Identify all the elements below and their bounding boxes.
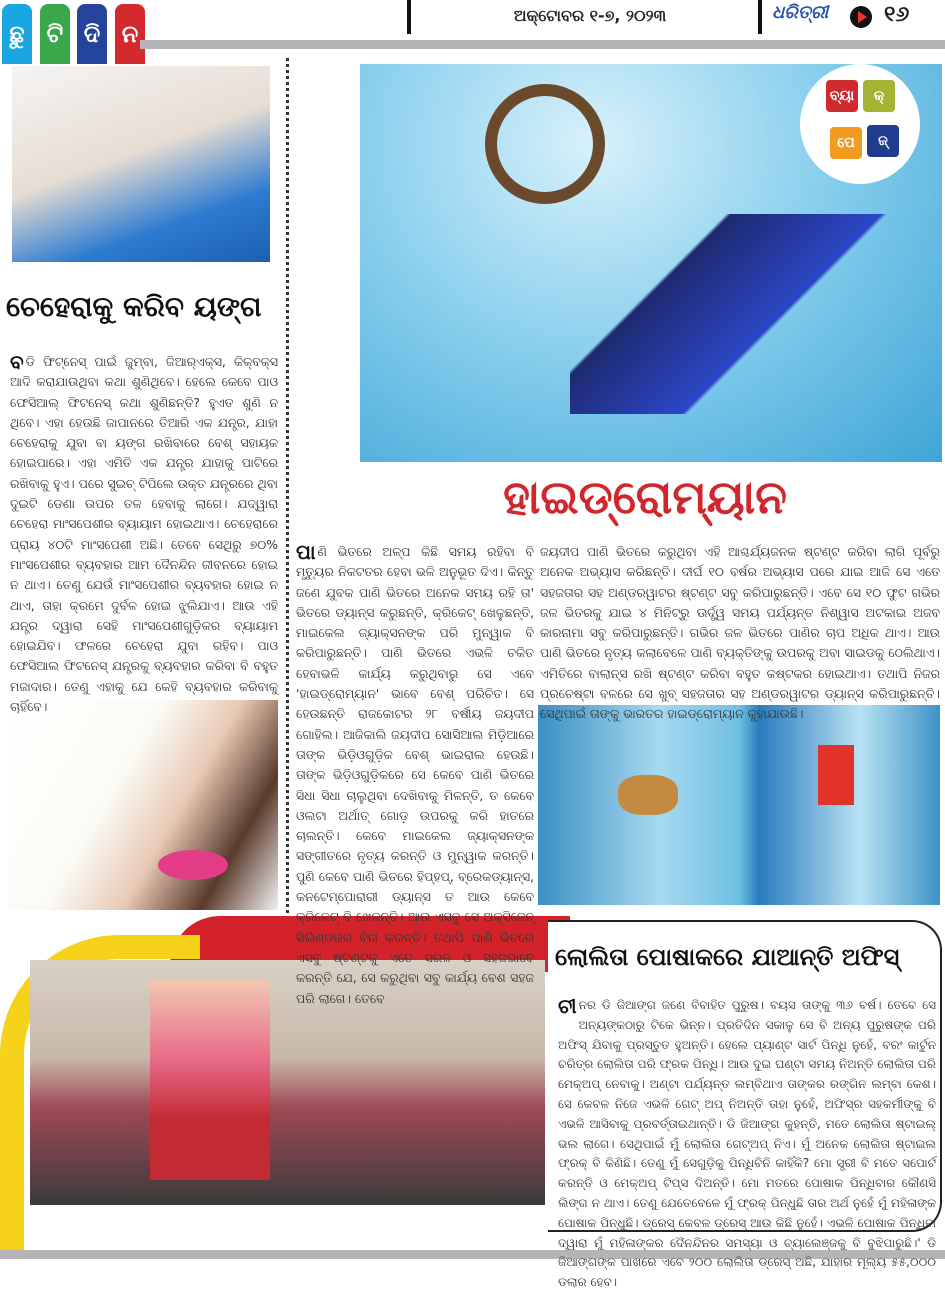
publication-logo: ଧରିତ୍ରୀ: [772, 2, 829, 23]
badge-tile-1: ବ୍ୟା: [826, 80, 858, 112]
badge-tile-2: କ୍: [863, 80, 895, 112]
lolita-article-body: ଚୀନର ଡି ଜିଆଙ୍ଗ ଜଣେ ବିବାହିତ ପୁରୁଷ। ବୟସ ତାଙ୍କୁ ୩୬ ବର୍ଷ। ତେବେ ସେ ଅନ୍ୟଙ୍କଠାରୁ ଟିକେ ଭିନ୍ନ। ପ୍ରତିଦିନ ସକାଳୁ ସେ ବି ଅନ୍ୟ ପୁରୁଷଙ୍କ ପରି ଅଫିସ୍ ଯିବାକୁ ପ୍ରସ୍ତୁତ ହୁଅନ୍ତି। ହେଲେ ପ୍ୟାଣ୍ଟ ସାର୍ଟ ପିନ୍ଧି ନୁହେଁ, ବରଂ କାର୍ଟୁନ ଚରିତ୍ର ଲୋଲିତା ପରି ଫ୍ରକ ପିନ୍ଧି। ଆଉ ଦୁଇ ଘଣ୍ଟା ସମୟ ନିଅନ୍ତି ଲୋଲିତା ପରି ମେକ୍‌ଅପ୍ ନେବାକୁ। ଅଣ୍ଟା ପର୍ଯ୍ୟନ୍ତ ଲମ୍ବିଥାଏ ତାଙ୍କର ରଙ୍ଗିନ ଲମ୍ବା କେଶ। ସେ କେବଳ ନିଜେ ଏଭଳି ଗେଟ୍ ଅପ୍ ନିଅନ୍ତି ତାହା ନୁହେଁ, ଅଫିସ୍‌ର ସହକର୍ମୀଙ୍କୁ ବି ଏଭଳି ଆସିବାକୁ ପ୍ରବର୍ତ୍ତାଇଥାନ୍ତି। ଡି ଜିଆଙ୍ଗ କୁହନ୍ତି, ମତେ ଲୋଲିତା ଷ୍ଟାଇଲ୍ ଭଲ ଲାଗେ। ସେଥିପାଇଁ ମୁଁ ଲୋଲିତା ଗେଟ୍‌ଅପ୍ ନିଏ। ମୁଁ ଅନେକ ଲୋଲିତା ଷ୍ଟାଇଲ ଫ୍ରକ୍ ବି କିଣିଛି। ତେଣୁ ମୁଁ ସେଗୁଡ଼ିକୁ ପିନ୍ଧିବିନି କାହିଁକି? ମୋ ସ୍ତ୍ରୀ ବି ମତେ ସପୋର୍ଟ କରନ୍ତି ଓ ମେକ୍‌ଅପ୍ ଟିପ୍ସ ଦିଅନ୍ତି। ମୋ ମତରେ ପୋଷାକ ପିନ୍ଧିବାର କୌଣସି ଲିଙ୍ଗ ନ ଥାଏ। ତେଣୁ ଯେତେବେଳେ ମୁଁ ଫ୍ରକ୍ ପିନ୍ଧୁଛି ତାର ଅର୍ଥ ନୁହେଁ ମୁଁ ମହିଳାଙ୍କ ପୋଷାକ ପିନ୍ଧୁଛି। ଡ୍ରେସ୍ କେବଳ ଡ୍ରେସ୍ ଆଉ କିଛି ନୁହେଁ। ଏଭଳି ପୋଷାକ ପିନ୍ଧିବା ଦ୍ୱାରା ମୁଁ ମହିଳାଙ୍କର ଦୈନନ୍ଦିନର ସମସ୍ୟା ଓ ଚ୍ୟାଲେଞ୍ଜକୁ ବି ବୁଝିପାରୁଛି।' ଡି ଜିଆଙ୍ଗଙ୍କ ପାଖରେ ଏବେ ୨୦୦ ଲୋଲିତା ଡ୍ରେସ୍ ଅଛି, ଯାହାର ମୂଲ୍ୟ ୫୫,୦୦୦ ଡଲାର ହେବ।: [558, 994, 936, 1290]
drop-cap: ବ: [10, 350, 24, 374]
masthead-tile-4: ନ: [115, 4, 145, 64]
play-arrow-icon: [850, 6, 872, 28]
hydroman-headline: ହାଇଡ୍ରୋମ୍ୟାନ: [503, 470, 787, 524]
face-fitness-photo-1: [12, 66, 270, 262]
badge-tile-3: ପେ: [830, 127, 862, 159]
masthead-tile-1: ଛୁ: [2, 4, 32, 64]
badge-circle: [800, 64, 920, 184]
hydroman-photo-2: [538, 705, 940, 905]
face-article-body: ବଡି ଫିଟ୍‌ନେସ୍ ପାଇଁ ଜୁମ୍ବା, ଜିଆର୍‌ଏକ୍ସ, କିକ୍‌ବକ୍ସ ଆଦି କରାଯାଉଥିବା କଥା ଶୁଣିଥିବେ। ହେଲେ କେବେ ପାଓ ଫେସିଆଲ୍ ଫିଟନେସ୍ କଥା ଶୁଣିଛନ୍ତି? ହୁଏତ ଶୁଣି ନ ଥିବେ। ଏହା ହେଉଛି ଜାପାନରେ ତିଆରି ଏକ ଯନ୍ତ୍ର, ଯାହା ଚେହେରାକୁ ଯୁବା ବା ୟଙ୍ଗ ରଖିବାରେ ବେଶ୍ ସହାୟକ ହୋଇପାରେ। ଏହା ଏମିତି ଏକ ଯନ୍ତ୍ର ଯାହାକୁ ପାଟିରେ ରଖିବାକୁ ହୁଏ। ପରେ ସୁଇଚ୍ ଟିପିଲେ ଉକ୍ତ ଯନ୍ତ୍ରରେ ଥିବା ଦୁଇଟି ଡେଣା ଉପର ତଳ ହେବାକୁ ଲାଗେ। ଯଦ୍ୱାରା ଚେହେରା ମାଂସପେଶୀର ବ୍ୟାୟାମ ହୋଇଥାଏ। ଚେହେରାରେ ପ୍ରାୟ ୪୦ଟି ମାଂସପେଶୀ ଅଛି। ତେବେ ସେଥିରୁ ୭୦% ମାଂସପେଶୀର ବ୍ୟବହାର ଆମ ଦୈନନ୍ଦିନ ଜୀବନରେ ହୋଇ ନ ଥାଏ। ତେଣୁ ଯେଉଁ ମାଂସପେଶୀର ବ୍ୟବହାର ହୋଇ ନ ଥାଏ, ତାହା କ୍ରମେ ଦୁର୍ବଳ ହୋଇ ଝୁଲିଯାଏ। ଆଉ ଏହି ଯନ୍ତ୍ର ଦ୍ୱାରା ସେହି ମାଂସପେଶୀଗୁଡ଼ିକର ବ୍ୟାୟାମ ହୋଇଯିବ। ଫଳରେ ଚେହେରା ଯୁବା ରହିବ। ପାଓ ଫେସିଆଲ ଫିଟନେସ୍ ଯନ୍ତ୍ରକୁ ବ୍ୟବହାର କରିବା ବି ବହୁତ ମଜାଦାର। ତେଣୁ ଏହାକୁ ଯେ କେହି ବ୍ୟବହାର କରିବାକୁ ଚାହିଁବେ।: [10, 350, 278, 715]
ship-wheel-image: [485, 84, 605, 204]
hydroman-main-photo: [360, 64, 942, 462]
masthead-tile-2: ଟି: [40, 4, 70, 64]
drop-cap: ପା: [296, 540, 316, 564]
header-divider: [407, 0, 411, 34]
badge-tile-4: ଜ୍: [867, 125, 899, 157]
hydroman-column-2: ଜୟଦୀପ ପାଣି ଭିତରେ କରୁଥିବା ଏହି ଆଶ୍ଚର୍ଯ୍ୟଜନକ ଷ୍ଟଣ୍ଟ କରିବା ଲାଗି ପୂର୍ବରୁ ଅନେକ ଅଭ୍ୟାସ କରିଛନ୍ତି। ଦୀର୍ଘ ୧୦ ବର୍ଷର ଅଭ୍ୟାସ ପରେ ଯାଇ ଆଜି ସେ ଏତେ ସହଜତାର ସହ ଅଣ୍ଡରୱାଟର ଷ୍ଟଣ୍ଟ ସବୁ କରିପାରୁଛନ୍ତି। ଏବେ ସେ ୧୦ ଫୁଟ ଗଭିର ଜଳ ଭିତରକୁ ଯାଇ ୪ ମିନିଟ୍‌ରୁ ଊର୍ଦ୍ଧ୍ୱ ସମୟ ପର୍ଯ୍ୟନ୍ତ ନିଶ୍ୱାସ ଅଟକାଇ ଅଜବ କାରନାମା ସବୁ କରିପାରୁଛନ୍ତି। ଗଭିର ଜଳ ଭିତରେ ପାଣିର ଚାପ ଅଧିକ ଥାଏ। ଆଉ ପାଣି ଭିତରେ ନୃତ୍ୟ କଲାବେଳେ ପାଣି ବ୍ୟକ୍ତିଙ୍କୁ ଉପରକୁ ଅବା ସାଇଡକୁ ଠେଲିଥାଏ। ଏମିତିରେ ବାଲାନ୍ସ ରଖି ଷ୍ଟଣ୍ଟ କରିବା ବହୁତ କଷ୍ଟକର ହୋଇଥାଏ। ତଥାପି ନିଜର ପ୍ରଚେଷ୍ଟା ବଳରେ ସେ ଖୁବ୍ ସହଜତାର ସହ ଅଣ୍ଡରୱାଟର ଡ୍ୟାନ୍ସ କରିପାରୁଛନ୍ତି। ସେଥିପାଇଁ ତାଙ୍କୁ ଭାରତର ହାଇଡ୍ରୋମ୍ୟାନ କୁହାଯାଉଛି।: [540, 544, 940, 722]
issue-date: ଅକ୍ଟୋବର ୧-୭, ୨୦୨୩: [513, 6, 667, 25]
page-number: ୧୬: [884, 2, 910, 27]
face-article-headline: ଚେହେରାକୁ କରିବ ୟଙ୍ଗ: [6, 290, 262, 323]
column-divider: [286, 58, 289, 913]
drop-cap: ଚୀ: [558, 994, 577, 1018]
hydroman-column-1: ପାଣି ଭିତରେ ଅଳ୍ପ କିଛି ସମୟ ରହିବା ବି ମୃତ୍ୟୁର ନିକଟତର ହେବା ଭଳି ଅନୁଭୂତ ଦିଏ। କିନ୍ତୁ ଜଣେ ଯୁବକ ପାଣି ଭିତରେ ଅନେକ ସମୟ ରହି ତା' ଭିତରେ ଡ୍ୟାନ୍ସ କରୁଛନ୍ତି, କ୍ରିକେଟ୍ ଖେଳୁଛନ୍ତି, ମାଇକେଲ ଜ୍ୟାକ୍ସନଙ୍କ ପରି ମୁନ୍‌ୱାକ ବି କରିପାରୁଛନ୍ତି। ପାଣି ଭିତରେ ଏଭଳି ଚକିତ ହେବାଭଳି କାର୍ଯ୍ୟ କରୁଥିବାରୁ ସେ ଏବେ 'ହାଇଡ୍ରୋମ୍ୟାନ' ଭାବେ ବେଶ୍ ପରିଚିତ। ସେ ହେଉଛନ୍ତି ରାଜକୋଟର ୨୮ ବର୍ଷୀୟ ଜୟଦୀପ ଗୋହିଲ। ଆଜିକାଲି ଜୟଦୀପ ସୋସିଆଲ ମିଡ଼ିଆରେ ତାଙ୍କ ଭିଡ଼ିଓଗୁଡ଼ିକ ବେଶ୍ ଭାଇରାଲ ହେଉଛି। ତାଙ୍କ ଭିଡ଼ିଓଗୁଡ଼ିକରେ ସେ କେବେ ପାଣି ଭିତରେ ସିଧା ସିଧା ଚାଲୁଥିବା ଦେଖିବାକୁ ମିଳନ୍ତି, ତ କେବେ ଓଲଟା ଅର୍ଥାତ୍ ଗୋଡ଼ ଉପରକୁ କରି ହାତରେ ଚାଲନ୍ତି। କେବେ ମାଇକେଲ ଜ୍ୟାକ୍ସନଙ୍କ ସଙ୍ଗୀତରେ ନୃତ୍ୟ କରନ୍ତି ଓ ମୁନ୍‌ୱାକ କରନ୍ତି। ପୁଣି କେବେ ପାଣି ଭିତରେ ହିପ୍‌ହପ୍, ବ୍ରେକଡ୍ୟାନ୍ସ, କନଟେମ୍ପୋରାରୀ ଡ୍ୟାନ୍ସ ତ ଆଉ କେବେ କ୍ରିକେଟ୍ ବି ଖେଳନ୍ତି। ଆଉ ଏସବୁ ସେ ଅକ୍ସିଜେନ୍ ସିଲିଣ୍ଡରର ବିନା କରନ୍ତି। ତଥାପି ପାଣି ଭିତରେ ଏସବୁ ଷ୍ଟଣ୍ଟକୁ ଏତେ ସରଳ ଓ ସହଜଭାବେ କରନ୍ତି ଯେ, ସେ କରୁଥିବା ସବୁ କାର୍ଯ୍ୟ ବେଶ ସହଜ ପରି ଲାଗେ। ତେବେ: [296, 540, 534, 1006]
masthead-tile-3: ଦି: [77, 4, 107, 64]
header-divider: [758, 0, 762, 34]
face-fitness-photo-2: [8, 700, 278, 910]
lolita-headline: ଲୋଲିତା ପୋଷାକରେ ଯାଆନ୍ତି ଅଫିସ୍: [555, 943, 900, 971]
header-bar: [140, 40, 945, 49]
hydroman-figure: [570, 214, 890, 414]
